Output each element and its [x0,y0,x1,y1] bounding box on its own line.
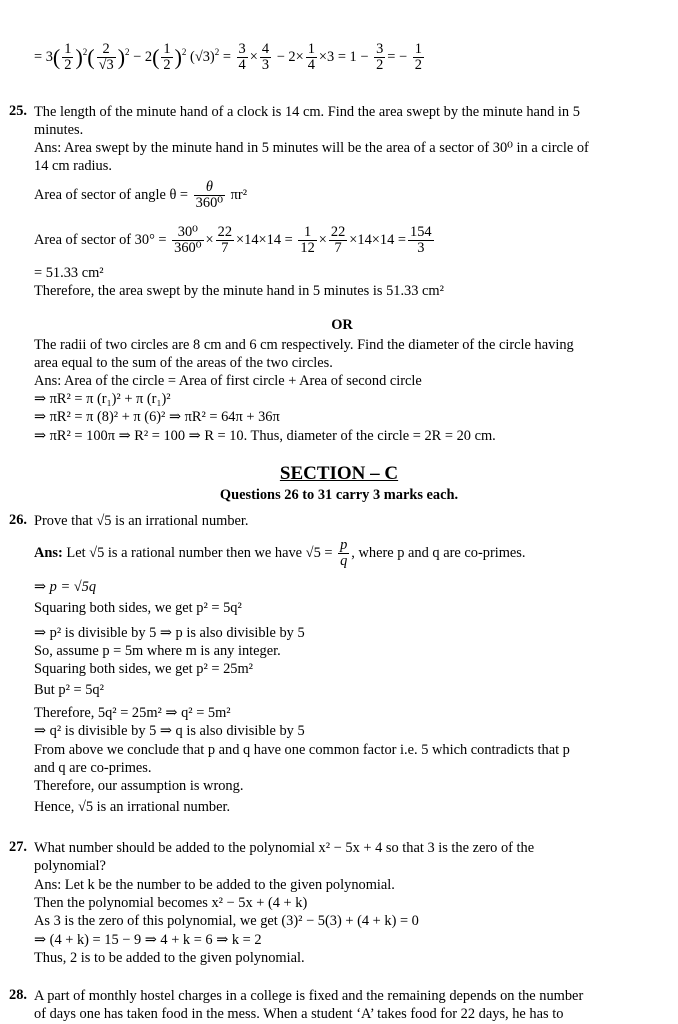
question-text: polynomial? [34,858,106,874]
top-calculation: = 3( $\frac{1}{2}$ )$^2$( $\frac{2}{√3}$ )$^2$ − 2( $\frac{1}{2}$ )$^2$ $(√3)^2$ = $\frac{3}{4}$ × $\frac{4}{3}$ − 2× $\frac{1}{4}$ ×3 = 1 − $\frac{3}{2}$ = − $\frac{1}{2}$ [34,41,422,73]
frac-den: 2 [376,57,384,73]
answer-text: ⇒ (4 + k) = 15 − 9 ⇒ 4 + k = 6 ⇒ k = 2 [34,932,262,948]
frac-den: 360⁰ [174,240,202,256]
paren: ( [87,44,95,70]
calc-text: (√3) [190,48,215,65]
calc-text: = − [387,48,408,65]
formula-label: Area of sector of angle θ = [34,186,189,203]
question-text: The radii of two circles are 8 cm and 6 cm respectively. Find the diameter of the circle having [34,337,574,353]
proof-line: From above we conclude that p and q have one common factor i.e. 5 which contradicts that p [34,742,570,758]
calc-text: − 2× [276,48,304,65]
calc-text: = [222,48,235,65]
frac-num: 4 [261,41,270,57]
frac-num: 3 [238,41,246,57]
conclusion-text: Therefore, the area swept by the minute hand in 5 minutes is 51.33 cm² [34,283,444,299]
answer-text: , where p and q are co-primes. [351,544,526,561]
frac-num: θ [194,180,225,196]
question-number: 25. [9,103,27,119]
paren: ( [152,44,160,70]
frac-den: q [340,553,348,569]
paren: ) [117,44,126,70]
question-text: Prove that √5 is an irrational number. [34,513,249,529]
question-text: of days one has taken food in the mess. When a student ‘A’ takes food for 22 days, he has to [34,1006,564,1022]
fraction [408,225,434,256]
frac-num: 2 [97,42,116,58]
sector-calculation: Area of sector of 30° = $\frac{\text{30⁰}}{\text{360⁰}}$ × $\frac{22}{7}$ ×14×14 = $\frac{1}{12}$ × $\frac{22}{7}$ ×14×14 = $\frac{154}{3}$ [34,224,432,256]
paren: ) [174,44,182,70]
frac-den: 360⁰ [195,195,224,211]
formula-tail: πr² [230,186,248,203]
proof-line: Hence, √5 is an irrational number. [34,799,231,815]
proof-line: ⇒ p² is divisible by 5 ⇒ p is also divisible by 5 [34,625,305,641]
fraction [329,225,347,256]
question-text: A part of monthly hostel charges in a college is fixed and the remaining depends on the number [34,988,584,1004]
frac-den: 3 [261,57,270,73]
frac-num: 1 [307,41,315,57]
fraction [62,42,73,73]
frac-den: 2 [163,57,171,73]
fraction [194,180,225,211]
frac-num: 1 [414,41,422,57]
question-text: minutes. [34,122,84,138]
fraction [161,42,172,73]
answer-text: Thus, 2 is to be added to the given polynomial. [34,950,305,966]
frac-den: 7 [334,240,342,256]
calc-text: = 3 [34,48,53,65]
paren: ( [52,44,61,70]
frac-num: 1 [298,225,316,241]
fraction [172,225,203,256]
frac-num: p [340,537,348,553]
frac-num: 22 [217,224,233,240]
frac-num: 154 [410,224,432,240]
section-subtitle: Questions 26 to 31 carry 3 marks each. [219,487,459,503]
answer-label: Ans: [34,544,63,561]
answer-text: As 3 is the zero of this polynomial, we get (3)² − 5(3) + (4 + k) = 0 [34,913,419,929]
frac-num: 22 [330,224,346,240]
answer-text: Ans: Area swept by the minute hand in 5 minutes will be the area of a sector of 30⁰ in a circle of [34,140,589,156]
answer-text: Ans: Area of the circle = Area of first circle + Area of second circle [34,373,422,389]
proof-line: Squaring both sides, we get p² = 5q² [34,600,242,616]
fraction [298,225,316,256]
frac-den: 3 [417,240,425,256]
answer-text: Let √5 is a rational number then we have √5 = [66,544,333,561]
question-number: 28. [9,987,27,1003]
or-heading: OR [331,317,353,333]
frac-den: √3 [98,57,114,73]
proof-line: Therefore, 5q² = 25m² ⇒ q² = 5m² [34,705,231,721]
calc-text: ×14×14 = [349,231,407,248]
frac-num: 30⁰ [172,225,203,241]
frac-den: 4 [238,57,246,73]
fraction [306,42,317,73]
sector-formula [34,180,247,211]
frac-den: 12 [300,240,315,256]
calc-text: ×3 = 1 − [318,48,369,65]
question-text: What number should be added to the polynomial x² − 5x + 4 so that 3 is the zero of the [34,840,535,856]
fraction [374,42,385,73]
frac-den: 2 [414,57,422,73]
proof-line: But p² = 5q² [34,682,104,698]
question-number: 27. [9,839,27,855]
answer-intro [34,538,526,569]
frac-den: 4 [307,57,315,73]
frac-num: 1 [163,41,171,57]
paren: ) [75,44,83,70]
answer-text: Then the polynomial becomes x² − 5x + (4 + k) [34,895,308,911]
proof-line: ⇒ q² is divisible by 5 ⇒ q is also divisible by 5 [34,723,305,739]
proof-line: ⇒ p = √5q [34,579,97,595]
frac-den: 7 [221,240,229,256]
answer-text: ⇒ πR² = 100π ⇒ R² = 100 ⇒ R = 10. Thus, diameter of the circle = 2R = 20 cm. [34,428,496,444]
fraction [260,42,271,73]
calc-text: − 2 [133,48,153,65]
fraction [338,538,349,569]
proof-line: So, assume p = 5m where m is any integer. [34,643,281,659]
proof-line: and q are co-primes. [34,760,152,776]
fraction [216,225,234,256]
question-text: area equal to the sum of the areas of the two circles. [34,355,333,371]
answer-text: 14 cm radius. [34,158,112,174]
proof-line: Squaring both sides, we get p² = 25m² [34,661,253,677]
answer-text: Ans: Let k be the number to be added to the given polynomial. [34,877,395,893]
question-number: 26. [9,512,27,528]
fraction [413,42,424,73]
fraction [97,42,116,73]
frac-num: 1 [64,41,72,57]
fraction [237,42,248,73]
calc-label: Area of sector of 30° = [34,231,167,248]
frac-num: 3 [376,41,384,57]
proof-line: Therefore, our assumption is wrong. [34,778,244,794]
answer-text: ⇒ πR² = π (8)² + π (6)² ⇒ πR² = 64π + 36π [34,409,280,425]
section-title: SECTION – C [279,463,399,484]
question-text: The length of the minute hand of a clock is 14 cm. Find the area swept by the minute hand in 5 [34,104,580,120]
calc-text: ×14×14 = [236,231,293,248]
result-text: = 51.33 cm² [34,265,104,281]
answer-text: ⇒ πR² = π (r₁)² + π (r₁)² [34,391,171,407]
frac-den: 2 [64,57,72,73]
